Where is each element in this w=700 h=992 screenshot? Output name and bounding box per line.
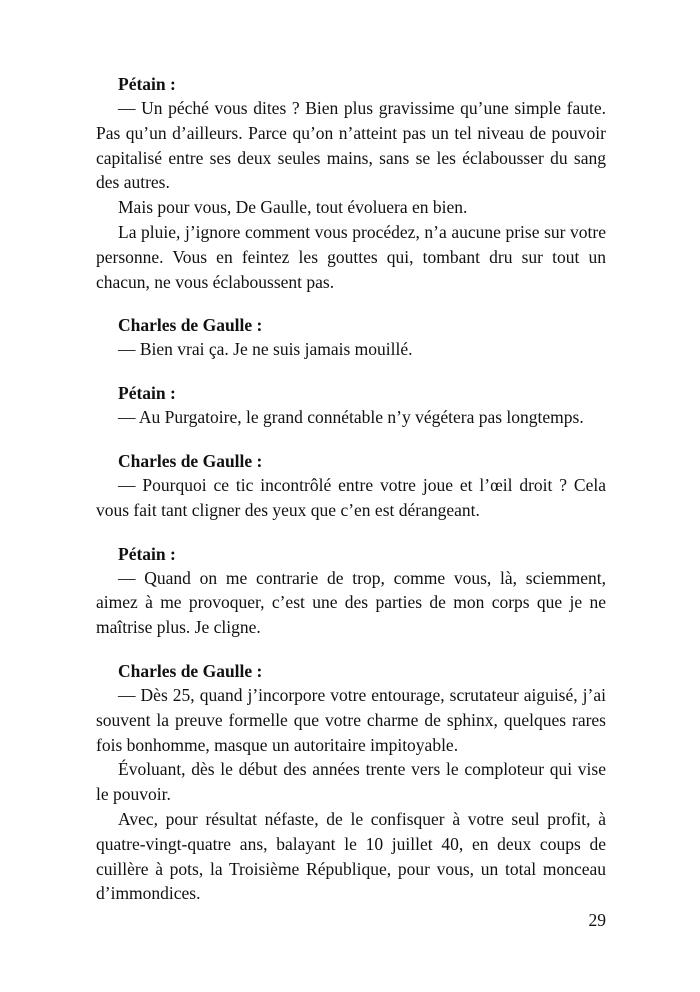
speaker-name: Pétain : bbox=[118, 543, 176, 564]
page-number: 29 bbox=[588, 910, 606, 930]
dialogue-block-5 bbox=[96, 542, 606, 640]
speaker-name: Charles de Gaulle : bbox=[118, 660, 263, 681]
paragraph: — Au Purgatoire, le grand connétable n’y végétera pas longtemps. bbox=[118, 407, 584, 428]
page-body bbox=[96, 72, 606, 925]
speaker-name: Pétain : bbox=[118, 383, 176, 404]
paragraph: La pluie, j’ignore comment vous procédez, n’a aucune prise sur votre personne. Vous en feintez les gouttes qui, tombant dru sur tout un chacun, ne vous éclaboussent pas. bbox=[96, 221, 606, 292]
dialogue-block-6 bbox=[96, 659, 606, 906]
paragraph: Avec, pour résultat néfaste, de le confisquer à votre seul profit, à quatre-vingt-quatre ans, balayant le 10 juillet 40, en deux coups de cuillère à pots, la Troisième République, pour vous, un total monceau d’immondices. bbox=[96, 808, 606, 904]
paragraph: — Pourquoi ce tic incontrôlé entre votre joue et l’œil droit ? Cela vous fait tant cligner des yeux que c’en est dérangeant. bbox=[96, 474, 606, 520]
paragraph: Mais pour vous, De Gaulle, tout évoluera en bien. bbox=[118, 197, 468, 218]
paragraph: — Quand on me contrarie de trop, comme vous, là, sciemment, aimez à me provoquer, c’est une des parties de mon corps que je ne maîtrise plus. Je cligne. bbox=[96, 567, 606, 638]
speaker-name: Pétain : bbox=[118, 74, 176, 94]
dialogue-block-4 bbox=[96, 449, 606, 523]
paragraph: Évoluant, dès le début des années trente vers le comploteur qui vise le pouvoir. bbox=[96, 759, 606, 805]
dialogue-block-3 bbox=[96, 381, 606, 430]
paragraph: — Bien vrai ça. Je ne suis jamais mouillé. bbox=[118, 339, 413, 360]
speaker-name: Charles de Gaulle : bbox=[118, 450, 263, 471]
dialogue-block-2 bbox=[96, 313, 606, 362]
paragraph: — Dès 25, quand j’incorpore votre entourage, scrutateur aiguisé, j’ai souvent la preuve formelle que votre charme de sphinx, quelques rares fois bonhomme, masque un autoritaire impitoyable. bbox=[96, 684, 606, 755]
speaker-name: Charles de Gaulle : bbox=[118, 315, 263, 336]
dialogue-block-1 bbox=[96, 72, 606, 294]
paragraph: — Un péché vous dites ? Bien plus gravissime qu’une simple faute. Pas qu’un d’ailleurs. Parce qu’on n’atteint pas un tel niveau de pouvoir capitalisé entre ses deux seules mains, sans se les éclabousser du sang des autres. bbox=[96, 98, 606, 193]
